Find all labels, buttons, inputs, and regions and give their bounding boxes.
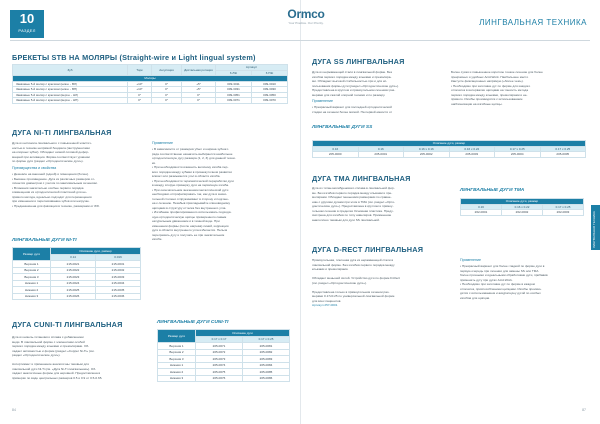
bullet: дуги в области внутреннего угла избегается. Нельзя [152,228,228,232]
cell-size: Верхняя 3 [13,274,51,281]
bullet: • Прекрасный вариант для более гладкой по форме дуги в [460,264,545,268]
niti-table-title: ЛИНГВАЛЬНЫЕ ДУГИ NI-TI [12,238,77,243]
cell-angulation: 0° [152,92,182,98]
text-line: по форме дуги (раздел «Ортодонтические дуги»). [12,159,84,163]
cell-article-b: 009-3030 [252,87,288,93]
cell-article-a: 205-0073 [196,356,243,363]
text-line: мацией при активации. Форма соответствует уровням [12,154,90,159]
bullet: • Прекрасный вариант для последней ортодонтической [312,105,392,109]
table-row [158,375,290,382]
cell-size: Нижняя 2 [158,369,196,376]
section-side-tab [591,205,600,250]
col-article-a: 6 ЛЖ [216,70,252,76]
text-line: клыками и премолярами. [312,267,349,271]
text-line: ладает аналогичные формы для неровной. Предоставлена в [12,371,101,375]
text-line: примерах по виде центральных размеров 0.5 и 0.9 от 0.5-0.65. [12,375,103,380]
section-number: 10 [19,11,35,26]
bullet: личается диаметром с учетом по максимальным сечениям. [12,181,98,185]
bullet: необходимо отпрофилировать так, как дуга в значи- [152,192,227,196]
niti-title: ДУГА NI-TI ЛИНГВАЛЬНАЯ [12,128,112,137]
text-line: Предоставлена только в прямоугольном сечении раз- [312,289,390,294]
cell-angulation: 0° [152,98,182,104]
bullet: • Предназначена для фиксации в технике, размерами от 8/8. [12,203,100,208]
cell-article: 205-0000 [313,152,359,158]
cuniti-table [157,329,290,382]
bullet: • При необходимости терапевтической переработки дуги [152,178,234,183]
bullet: на к лечению. Незабыв прикладывайте клиновидному [152,201,231,205]
cell-torque: +10° [128,87,152,93]
brand-logo [286,8,326,25]
header-rule [10,40,590,41]
bullet: в между, вторую примерку дуги на первичную изгиба. [152,183,229,187]
bullet: первую очередь при лечении для замены SS или TMA [460,268,539,273]
text-line: донтические дуги»). Предоставлена в круглом и прямоу- [312,204,394,208]
niti-advantages [12,172,147,208]
cell-torque: +10° [128,81,152,87]
cell-article-b: 009-3050 [252,92,288,98]
cell-size: Верхняя 2 [158,349,196,356]
text-line: на опорных зубах). Обладает низкой силовой дефор- [12,150,89,154]
ss-title: ДУГА SS ЛИНГВАЛЬНАЯ [312,57,405,66]
cell-article: 205-0004 [495,152,541,158]
drect-title: ДУГА D-RECT ЛИНГВАЛЬНАЯ [312,245,424,254]
cell-article-a: 009-3011 [216,81,252,87]
cell-article-a: 215-0025 [51,287,96,294]
text-line: Дуга из никель-титанового сплава с добавлением [12,335,84,339]
text-line: раздел «Ортодонтические дуги»). [12,353,61,357]
bullet: отпечаток, приспособлением щипцами. Изгибы произво- [460,286,542,291]
cell-article-a: 205-0076 [196,375,243,382]
text-line: лингвальной дуги Ni-Ti (см. «Дуга Ni-Ti лингвальная»). Об- [12,366,97,371]
logo-mark: Ormco [287,7,325,21]
right-page-number: 87 [582,408,586,412]
col-angulation: Ангуляция [152,65,182,76]
col-article: Описание дуги, размер [461,199,584,205]
cell-tooth: Замковые 5-й моляр с крючком (нижн. - ВЛ) [13,81,128,87]
cell-article-a: 205-0075 [196,369,243,376]
text-line: изгибов первого порядка между клыками и премоляра- [312,74,392,79]
bullet: натуральным движением и в темной воде. При [152,219,220,223]
cell-size: Нижняя 3 [158,375,196,382]
ss-application-continued [451,70,585,106]
cell-size: Верхняя 1 [158,343,196,350]
cell-article-b: 205-0084 [243,362,290,369]
text-line: Обладает меньшей силой. Устройство дуги по форме D-Rect [312,276,400,280]
ss-application-title: Применение [312,99,334,103]
cell-article-b: 009-3070 [252,98,288,104]
cell-size: Нижняя 1 [158,362,196,369]
text-line: ме. Без изгибов первого порядка между клыками и пре- [312,190,393,195]
bullet: щипцами в структуру оттеска без внутреннего угла. [152,205,227,210]
cell-size: Нижняя 2 [13,287,51,294]
bullet: тельной степени отпружинивает в сторону и подгоне- [152,196,229,201]
col-article-a: 0.17 x 0.17 [196,336,243,343]
text-line: мерами для сжатой опорной техники и по размеру. [312,92,386,97]
cell-article: 205-0003 [449,152,495,158]
bullet: совмещения из ортодонтической пластиной для не- [12,190,87,194]
article-number: Артикул 257-0001 [312,303,338,307]
cell-article: 205-0002 [404,152,450,158]
cell-size: Нижняя 3 [13,293,51,300]
brackets-table [12,64,288,104]
ss-application [312,105,446,114]
bullet: дятся с использованием и аккуратнуюу дугой по особых [460,291,541,295]
cell-article-a: 215-0021 [51,261,96,268]
cell-article-a: 215-0022 [51,267,96,274]
cell-article-b: 205-0085 [243,369,290,376]
bullet: • Изгибание профилированного использовать подходя- [152,210,232,214]
col-article-a: 0.14 [51,254,96,261]
tma-description [312,186,452,222]
cell-article-b: 215-0036 [96,293,141,300]
col-size: 0.16 x 0.16 [404,146,450,152]
section-label: РАЗДЕЛ [18,28,36,33]
col-torque: Торк [128,65,152,76]
text-line: лингвальной форме. Без изгибов первого порядка между [312,262,395,267]
text-line: пользования формы дуги (раздел «Ортодонтические дуги»). [312,83,399,88]
table-row [13,293,141,300]
text-line: Более сухая и повышенное короткое тонкое сечение для более [451,70,543,74]
text-line: для всех пациентов. [312,298,342,303]
col-article: Описание дуги, размер [313,141,586,147]
niti-application [152,147,290,242]
drect-application-title: Применение [460,258,482,262]
col-article: Артикул [216,65,288,71]
cell-article-a: 205-0072 [196,349,243,356]
text-line: прекрасных и удобных Acid-Work. Наибольшее место [451,74,529,79]
bullet: отпечаток в интервалах щипцами на тонкость метода [451,88,529,92]
text-line: Кантукте фиксационных напрямую («более чем»). [451,79,524,83]
text-line: Ассортимент и применение аналогичны таковым для [12,362,89,366]
bullet: • При необходимости изменить величину изгиба пер- [152,165,229,169]
cell-article: 262-0003 [543,210,584,216]
bullet: • Дешевле на внешней (одной) и помещения (более). [12,172,89,176]
bullet: вого порядка между зубами в промежуточном развитии [152,169,232,174]
col-size: 0.16 [358,146,404,152]
text-line: Дуга из титан-молибденового сплава в лингвальной фор- [312,186,395,190]
table-row [461,210,584,216]
page-gutter [300,0,301,424]
col-article-b: 0.17 x 0.25 [243,336,290,343]
niti-advantages-title: Преимущества и свойства [12,166,57,170]
text-line: молярами. Обладает меньшими размерами по сравне- [312,195,392,199]
cell-article-b: 215-0031 [96,261,141,268]
section-badge [10,10,44,38]
cuniti-note [12,362,152,380]
bullet: перегревать дугу и получать ее при значительном [152,232,225,237]
text-line: нию с другими дугами при этом в ТМА (см. раздел «Орто- [312,199,396,204]
text-line: аналогично таковым для дуги SS лингвальной. [312,217,380,222]
cell-angulation: 0° [152,87,182,93]
text-line: ностью в технике непрямой бондинга (инструментами [12,145,90,150]
text-line: смотрена для изгибов по типу нивелиров. Применение [312,213,392,217]
cell-article-b: 215-0034 [96,280,141,287]
text-line: меди. В лингвальной форме с элементами особой [12,339,85,344]
drect-description [312,258,452,308]
cell-article-b: 009-3010 [252,81,288,87]
bullet: • При окончательном значением металлической дуги [152,187,229,192]
bullet: применять дугу при дугах Acid-Work. [460,277,513,282]
cell-article-a: 205-0074 [196,362,243,369]
col-size: 0.17 x 0.25 [543,204,584,210]
cell-rotation: 0° [182,92,216,98]
bullet: шаблонизации на изгибные щипцы. [451,101,503,106]
group-row: Моляры [13,76,288,82]
cell-article-b: 205-0083 [243,356,290,363]
col-article-b: 6 ПЖ [252,70,288,76]
col-article: Описание дуги [196,330,290,337]
col-rotation: Дистальная ротация [182,65,216,76]
cuniti-intro [12,335,152,358]
cell-rotation: +5° [182,87,216,93]
drect-application [460,264,588,300]
cell-article-a: 215-0024 [51,280,96,287]
niti-intro [12,141,142,164]
ss-table [312,140,586,158]
bullet: • Необходимо при заготовке дуг по форме в каждом [460,282,535,286]
bullet: прямого метода, идеально подходит для перемещения [12,194,92,199]
cell-article: 205-0001 [358,152,404,158]
bullet: более прочными и идеальными обработками дуги, прибавив [460,273,548,277]
bullet: прямого. Изгибы производятся с использованием [451,97,523,101]
niti-application-title: Применение [152,141,174,145]
cell-size: Нижняя 1 [13,280,51,287]
cell-article-a: 009-3031 [216,87,252,93]
cell-tooth: Замковые 5-й моляр с крючком (верхн. - НЛ) [13,92,128,98]
left-page-number: 84 [12,408,16,412]
bullet: стадии на сечении более мягкой. На первой емкости от [312,109,393,114]
cell-article-b: 215-0032 [96,267,141,274]
bullet: изгибов для щипцов. [460,295,491,300]
cell-article-b: 205-0082 [243,349,290,356]
cell-article-b: 205-0081 [243,343,290,350]
cell-tooth: Замковые 5-й моляр с крючком (нижн. - ВП) [13,87,128,93]
cell-angulation: 0° [152,81,182,87]
cell-article-b: 215-0035 [96,287,141,294]
cell-article-a: 205-0071 [196,343,243,350]
bullet: • Бывшее произведение. Дуга из различных размеров от- [12,176,95,181]
cell-rotation: +5° [182,81,216,87]
text-line: Дуга из нержавеющей стали в лингвальной форме. Без [312,70,393,74]
table-row [313,152,586,158]
text-line: первого порядка между клыками и премолярами. Об- [12,344,90,348]
brackets-title: БРЕКЕТЫ STB НА МОЛЯРЫ (Straight-wire и Light lingual system) [12,53,256,62]
tma-table [460,198,584,216]
cell-article-a: 215-0023 [51,274,96,281]
text-line: ладает активностью и форме (раздел «Copper Ni-Ti» (см. [12,348,95,353]
cell-torque: 0° [128,98,152,104]
cell-article-b: 215-0033 [96,274,141,281]
col-size: 0.17 x 0.25 [495,146,541,152]
logo-tagline: Your Practice. Our Priority. [288,21,324,25]
bullet: ки. [152,160,156,165]
col-size: 0.17 x 0.25 [540,146,586,152]
cell-article-a: 215-0026 [51,293,96,300]
cell-article-a: 009-3071 [216,98,252,104]
col-article-b: 0.016 [96,254,141,261]
bullet: щую ортодонтическую щипцы проверенного самым [152,214,227,219]
ss-table-title: ЛИНГВАЛЬНЫЕ ДУГИ SS [312,125,373,130]
tma-table-title: ЛИНГВАЛЬНЫЕ ДУГИ TMA [460,188,525,193]
text-line: (см. раздел «Ортодонтические дуги»). [312,280,367,285]
text-line: Предоставлена в круглом и прямоугольном сечениях раз- [312,88,396,92]
cuniti-table-title: ЛИНГВАЛЬНЫЕ ДУГИ CUNI-TI [157,320,229,325]
cell-size: Верхняя 1 [13,261,51,268]
cell-size: Верхняя 2 [13,267,51,274]
text-line: мерами 0.17x0.25 по универсальной лингвальной форме [312,294,395,298]
tma-title: ДУГА TMA ЛИНГВАЛЬНАЯ [312,174,411,183]
ss-description [312,70,446,97]
col-size: 0.16 x 0.22 [449,146,495,152]
cell-tooth: Замковые 5-й моляр с крючком (верхн. - НП) [13,98,128,104]
cell-article: 262-0001 [461,210,502,216]
bullet: изменении формы (после нагрева) линий, коррекции [152,223,229,228]
cuniti-title: ДУГА CUNI-TI ЛИНГВАЛЬНАЯ [12,320,123,329]
bullet: ряда соответственно назначить выбирается наибольше [152,151,233,156]
cell-size: Верхняя 3 [158,356,196,363]
bullet: при изменении и перетаскиванию зубов или нагрузке. [12,199,90,203]
cell-article: 205-0005 [540,152,586,158]
text-line: гольном сечении в пределах Основная пластика. Преду- [312,208,394,213]
col-article: Описание дуги, размер [51,248,141,255]
bullet: ортодонтическую дугу размера (1, 2, 3) для данной техни- [152,156,236,160]
cell-rotation: 0° [182,98,216,104]
col-size: 0.16 [313,146,359,152]
col-size: Размер дуги [158,330,196,343]
bullet: • Вложения значительно особые первого порядка [12,185,84,190]
bullet: • В зависимости от размеров убыл и ширина зубного [152,147,229,151]
bullet: первого порядка между клыками, премолярами и не- [451,92,528,97]
text-line: ми. Обладает высокой стабильностью при и для ис- [312,79,388,83]
text-line: Дуга из нитинола лингвального с повышенной эластич- [12,141,92,145]
col-size: 0.16 x 0.22 [502,204,543,210]
cell-article-b: 205-0086 [243,375,290,382]
cell-article-a: 009-3051 [216,92,252,98]
text-line: Прямоугольная, плетеная дуга из нержавеющей стали в [312,258,394,262]
header-title: ЛИНГВАЛЬНАЯ ТЕХНИКА [479,18,587,27]
bullet: влияет или размыкается угол в области изгиба. [152,174,221,178]
cell-article: 262-0002 [502,210,543,216]
col-size: Размер дуги [13,248,51,261]
table-row [13,98,288,104]
cell-torque: 0° [128,92,152,98]
side-tab-label: ЛИНГВАЛЬНАЯ ТЕХНИКА [592,211,596,248]
bullet: изгибе. [152,237,163,241]
col-size: 0.16 [461,204,502,210]
niti-table [12,247,141,300]
col-tooth: Зуб [13,65,128,76]
bullet: • Необходимо при заготовке дуг по форме для каждого [451,83,531,88]
